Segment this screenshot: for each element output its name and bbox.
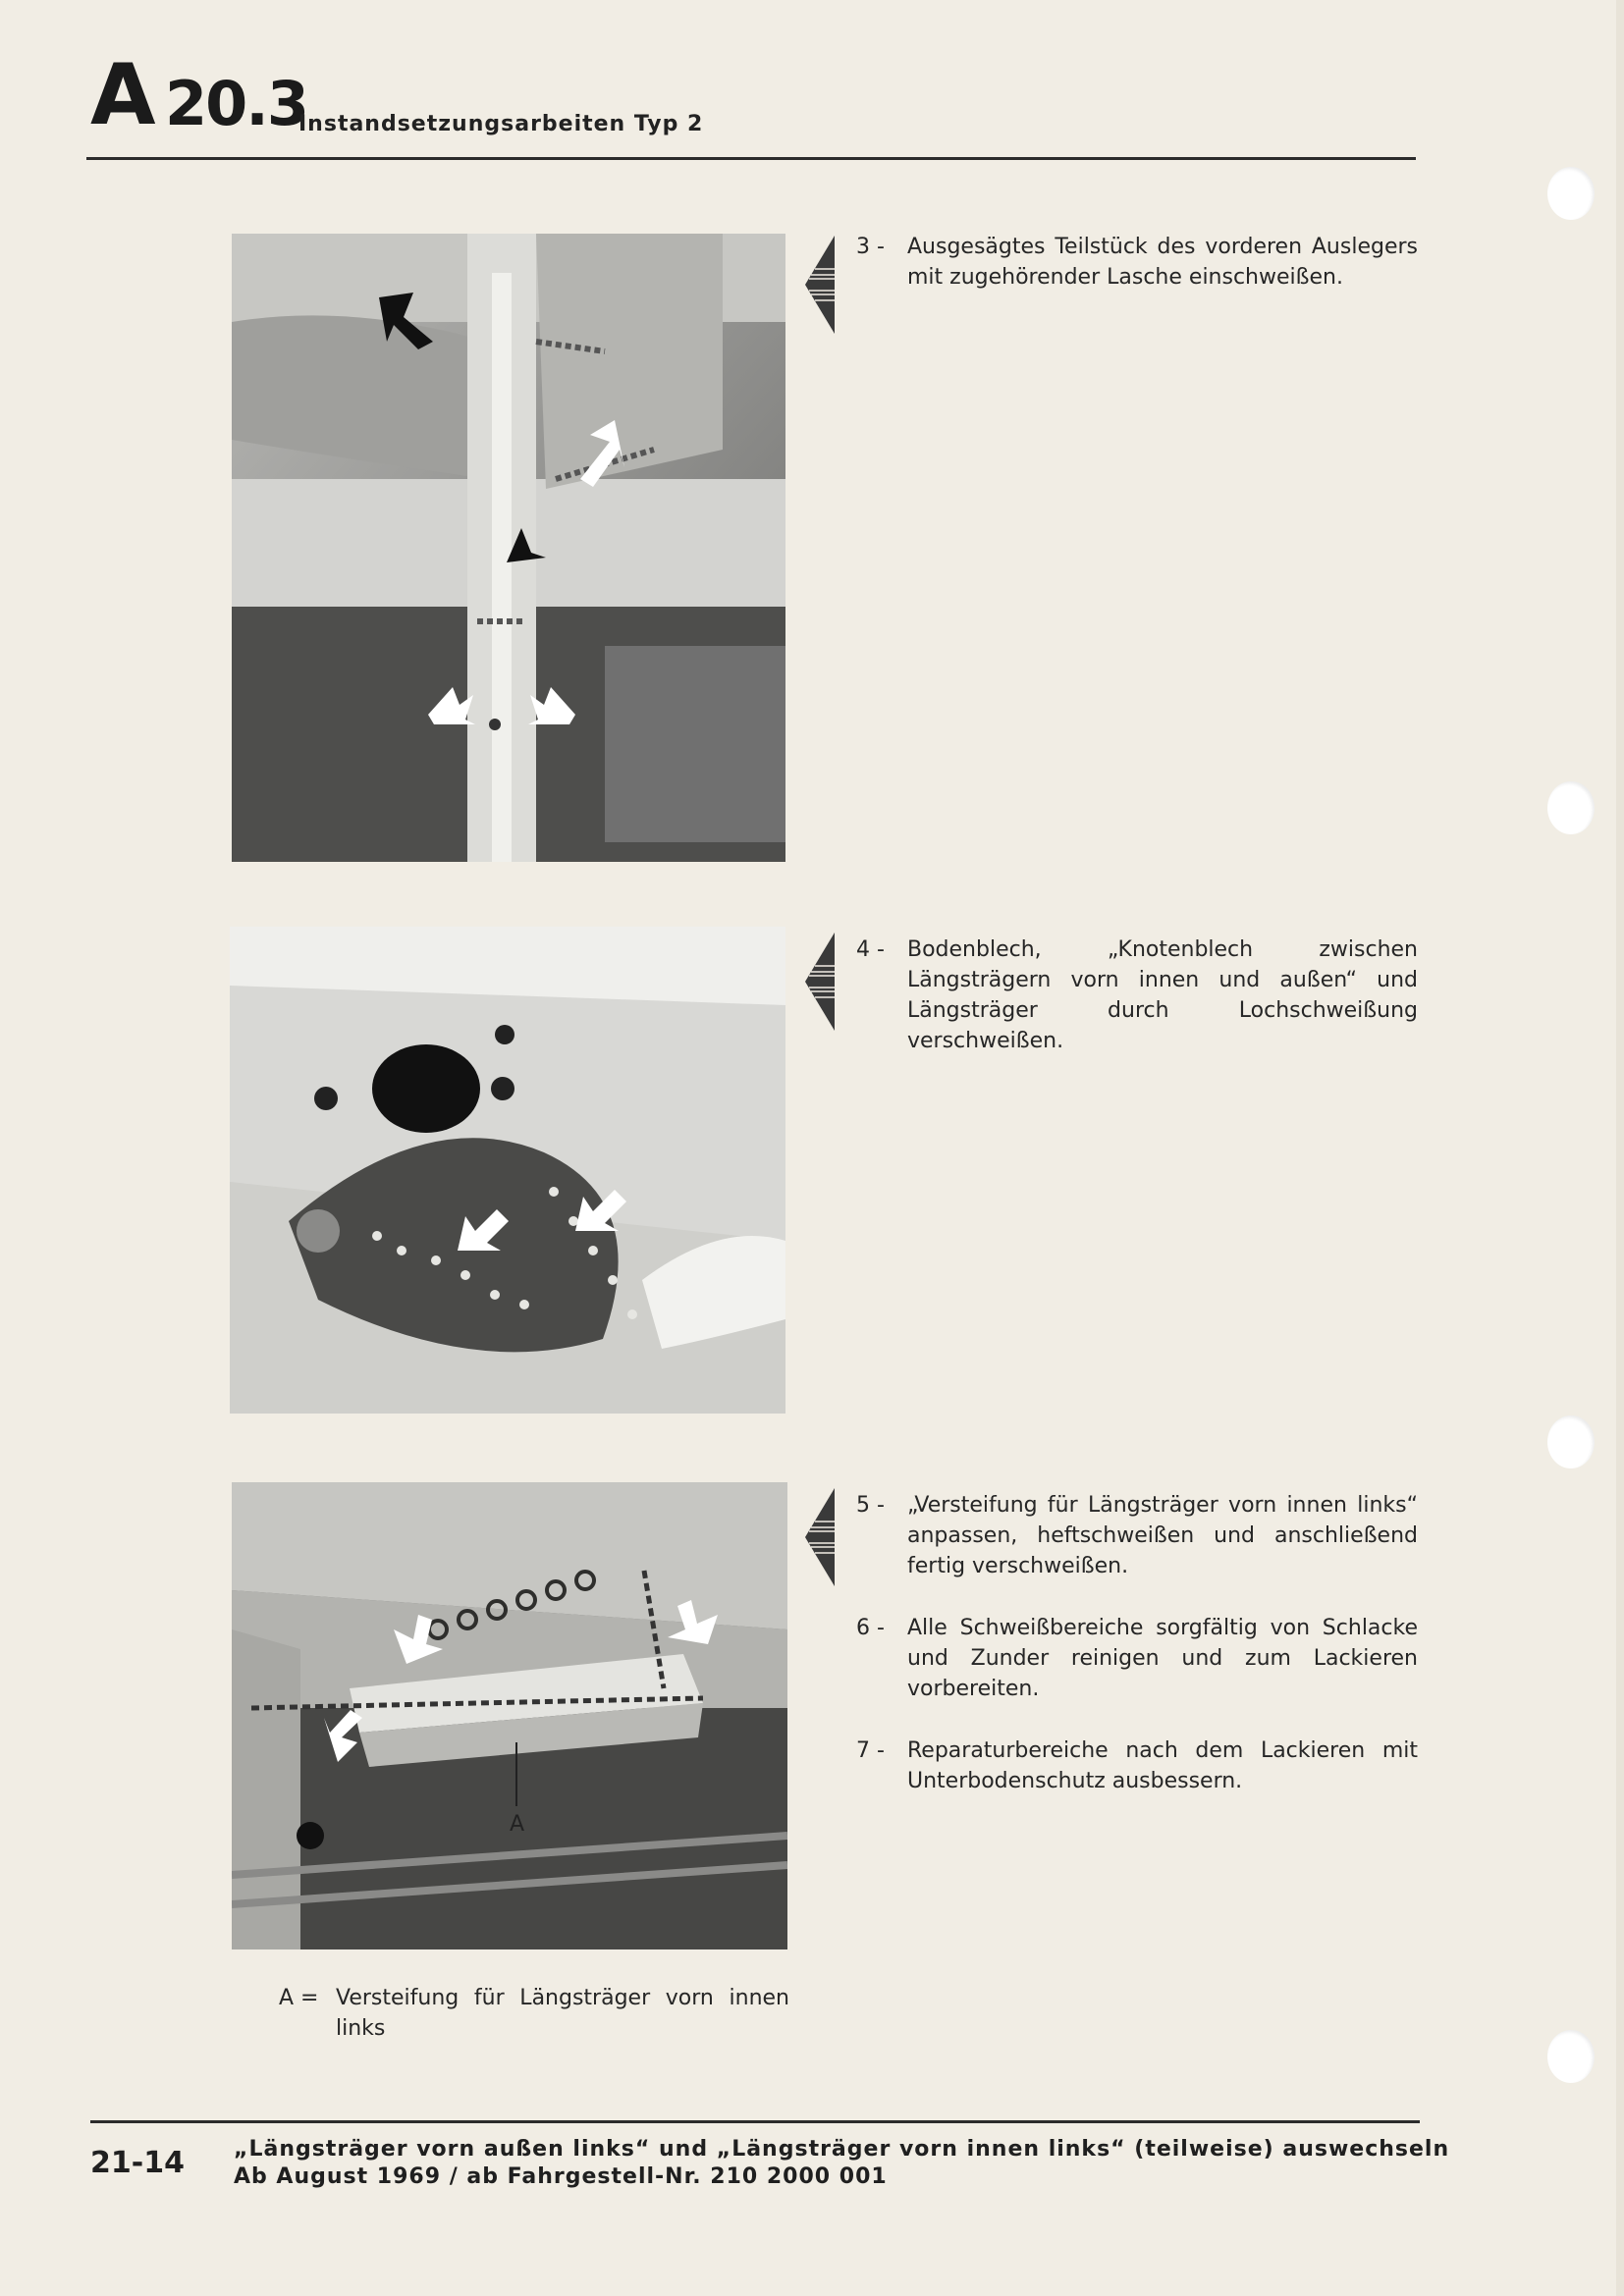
photo-label-a: A [510,1812,525,1837]
binder-hole [1547,2030,1595,2083]
page-number: 21-14 [90,2146,185,2180]
step-text: Bodenblech, „Knotenblech zwischen Längsträgern vorn innen und außen“ und Längsträger durch Lochschweißung verschweißen. [907,937,1418,1053]
photo-floor-plate [230,927,785,1414]
step-number: 3 - [856,235,885,259]
section-number: 20.3 [165,68,307,139]
step-number: 4 - [856,937,885,962]
header-rule [86,157,1416,160]
step-3 [856,232,1418,293]
step-text: „Versteifung für Längsträger vorn innen links“ anpassen, heftschweißen und anschließend fertig verschweißen. [907,1493,1418,1578]
photo-legend [279,1983,789,2044]
step-text: Ausgesägtes Teilstück des vorderen Auslegers mit zugehörender Lasche einschweißen. [907,235,1418,290]
step-7 [856,1735,1418,1796]
step-5 [856,1490,1418,1581]
photo-stiffener [232,1482,787,1949]
step-4 [856,934,1418,1056]
photo-welded-boom [232,234,785,862]
legend-text: Versteifung für Längsträger vorn innen links [336,1986,789,2041]
step-number: 6 - [856,1616,885,1640]
footer-title: „Längsträger vorn außen links“ und „Längsträger vorn innen links“ (teilweise) auswechseln [234,2137,1450,2162]
pointer-triangle [805,1488,835,1586]
step-6 [856,1613,1418,1704]
footer-rule [90,2120,1420,2123]
binder-hole [1547,781,1595,834]
step-text: Reparaturbereiche nach dem Lackieren mit Unterbodenschutz ausbessern. [907,1738,1418,1793]
binder-hole [1547,1415,1595,1468]
binder-hole [1547,167,1595,220]
legend-key: A = [279,1986,319,2010]
step-text: Alle Schweißbereiche sorgfältig von Schlacke und Zunder reinigen und zum Lackieren vorbereiten. [907,1616,1418,1701]
step-number: 7 - [856,1738,885,1763]
step-number: 5 - [856,1493,885,1518]
section-letter: A [90,46,153,144]
page-edge [1616,0,1624,2296]
pointer-triangle [805,236,835,334]
section-title: Instandsetzungsarbeiten Typ 2 [298,112,704,136]
footer-subtitle: Ab August 1969 / ab Fahrgestell-Nr. 210 2000 001 [234,2164,888,2189]
pointer-triangle [805,933,835,1031]
